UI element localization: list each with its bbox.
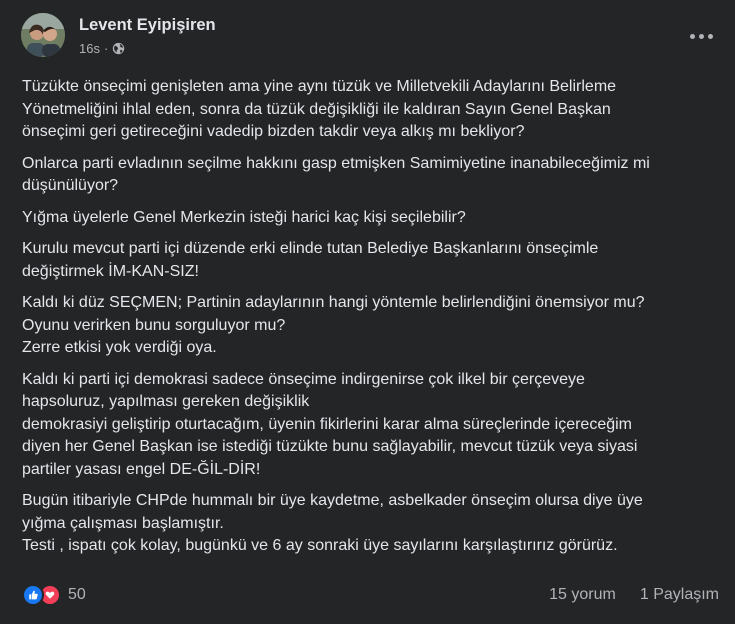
post-meta <box>79 14 216 57</box>
avatar[interactable] <box>21 13 65 57</box>
text-line: Onlarca parti evladının seçilme hakkını gasp etmişken Samimiyetine inanabileceğimiz mi <box>22 154 650 172</box>
text-line: demokrasiyi geliştirip oturtacağım, üyenin fikirlerini karar alma süreçlerinde içereceğim <box>22 415 633 433</box>
text-line: yığma çalışması başlamıştır. <box>22 514 224 532</box>
text-line: Kaldı ki parti içi demokrasi sadece önseçime indirgenirse çok ilkel bir çerçeveye <box>22 370 585 388</box>
more-dot <box>699 34 704 39</box>
text-line: önseçimi geri getireceğini vadedip bizden takdir veya alkış mı bekliyor? <box>22 123 525 140</box>
text-line: Zerre etkisi yok verdiği oya. <box>22 339 217 356</box>
reactions-summary[interactable] <box>22 584 86 606</box>
paragraph <box>22 238 722 283</box>
more-dot <box>708 34 713 39</box>
post-timestamp-row <box>79 41 216 57</box>
author-name[interactable]: Levent Eyipişiren <box>79 15 216 34</box>
post-header <box>21 13 216 57</box>
paragraph <box>22 76 722 144</box>
text-line: Testi , ispatı çok kolay, bugünkü ve 6 ay sonraki üye sayılarını karşılaştırırız görürüz. <box>22 537 618 554</box>
text-line: Yığma üyelerle Genel Merkezin isteği harici kaç kişi seçilebilir? <box>22 208 466 226</box>
more-dot <box>690 34 695 39</box>
text-line: değiştirmek İM-KAN-SIZ! <box>22 262 199 280</box>
paragraph <box>22 369 722 482</box>
text-line: diyen her Genel Başkan ise istediği tüzükte bunu sağlayabilir, mevcut tüzük veya siyasi <box>22 438 638 455</box>
post-stats <box>549 586 719 604</box>
text-line: Bugün itibariyle CHPde hummalı bir üye kaydetme, asbelkader önseçim olursa diye üye <box>22 492 643 509</box>
text-line: düşünülüyor? <box>22 177 119 194</box>
comments-count-link[interactable]: 15 yorum <box>549 586 616 603</box>
shares-count-link[interactable]: 1 Paylaşım <box>639 586 719 603</box>
text-line: hapsoluruz, yapılması gereken değişiklik <box>22 393 310 410</box>
text-line: Yönetmeliğini ihlal eden, sonra da tüzük değişikliği ile kaldıran Sayın Genel Başkan <box>22 100 611 118</box>
text-line: Tüzükte önseçimi genişleten ama yine aynı tüzük ve Milletvekili Adaylarını Belirleme <box>22 78 617 95</box>
text-line: partiler yasası engel DE-ĞİL-DİR! <box>22 460 261 478</box>
reaction-count: 50 <box>68 586 86 603</box>
globe-icon[interactable] <box>112 42 125 55</box>
paragraph <box>22 207 722 230</box>
like-icon <box>22 584 44 606</box>
paragraph <box>22 292 722 360</box>
paragraph <box>22 490 722 558</box>
paragraph <box>22 153 722 198</box>
more-options-icon[interactable] <box>683 22 719 50</box>
text-line: Kurulu mevcut parti içi düzende erki elinde tutan Belediye Başkanlarını önseçimle <box>22 240 599 257</box>
post-footer <box>22 581 719 609</box>
post-time[interactable]: 16s <box>79 40 100 56</box>
text-line: Kaldı ki düz SEÇMEN; Partinin adaylarının hangi yöntemle belirlendiğini önemsiyor mu? <box>22 294 645 311</box>
post-text <box>22 76 722 567</box>
separator-dot: · <box>103 40 109 56</box>
text-line: Oyunu verirken bunu sorguluyor mu? <box>22 316 286 334</box>
